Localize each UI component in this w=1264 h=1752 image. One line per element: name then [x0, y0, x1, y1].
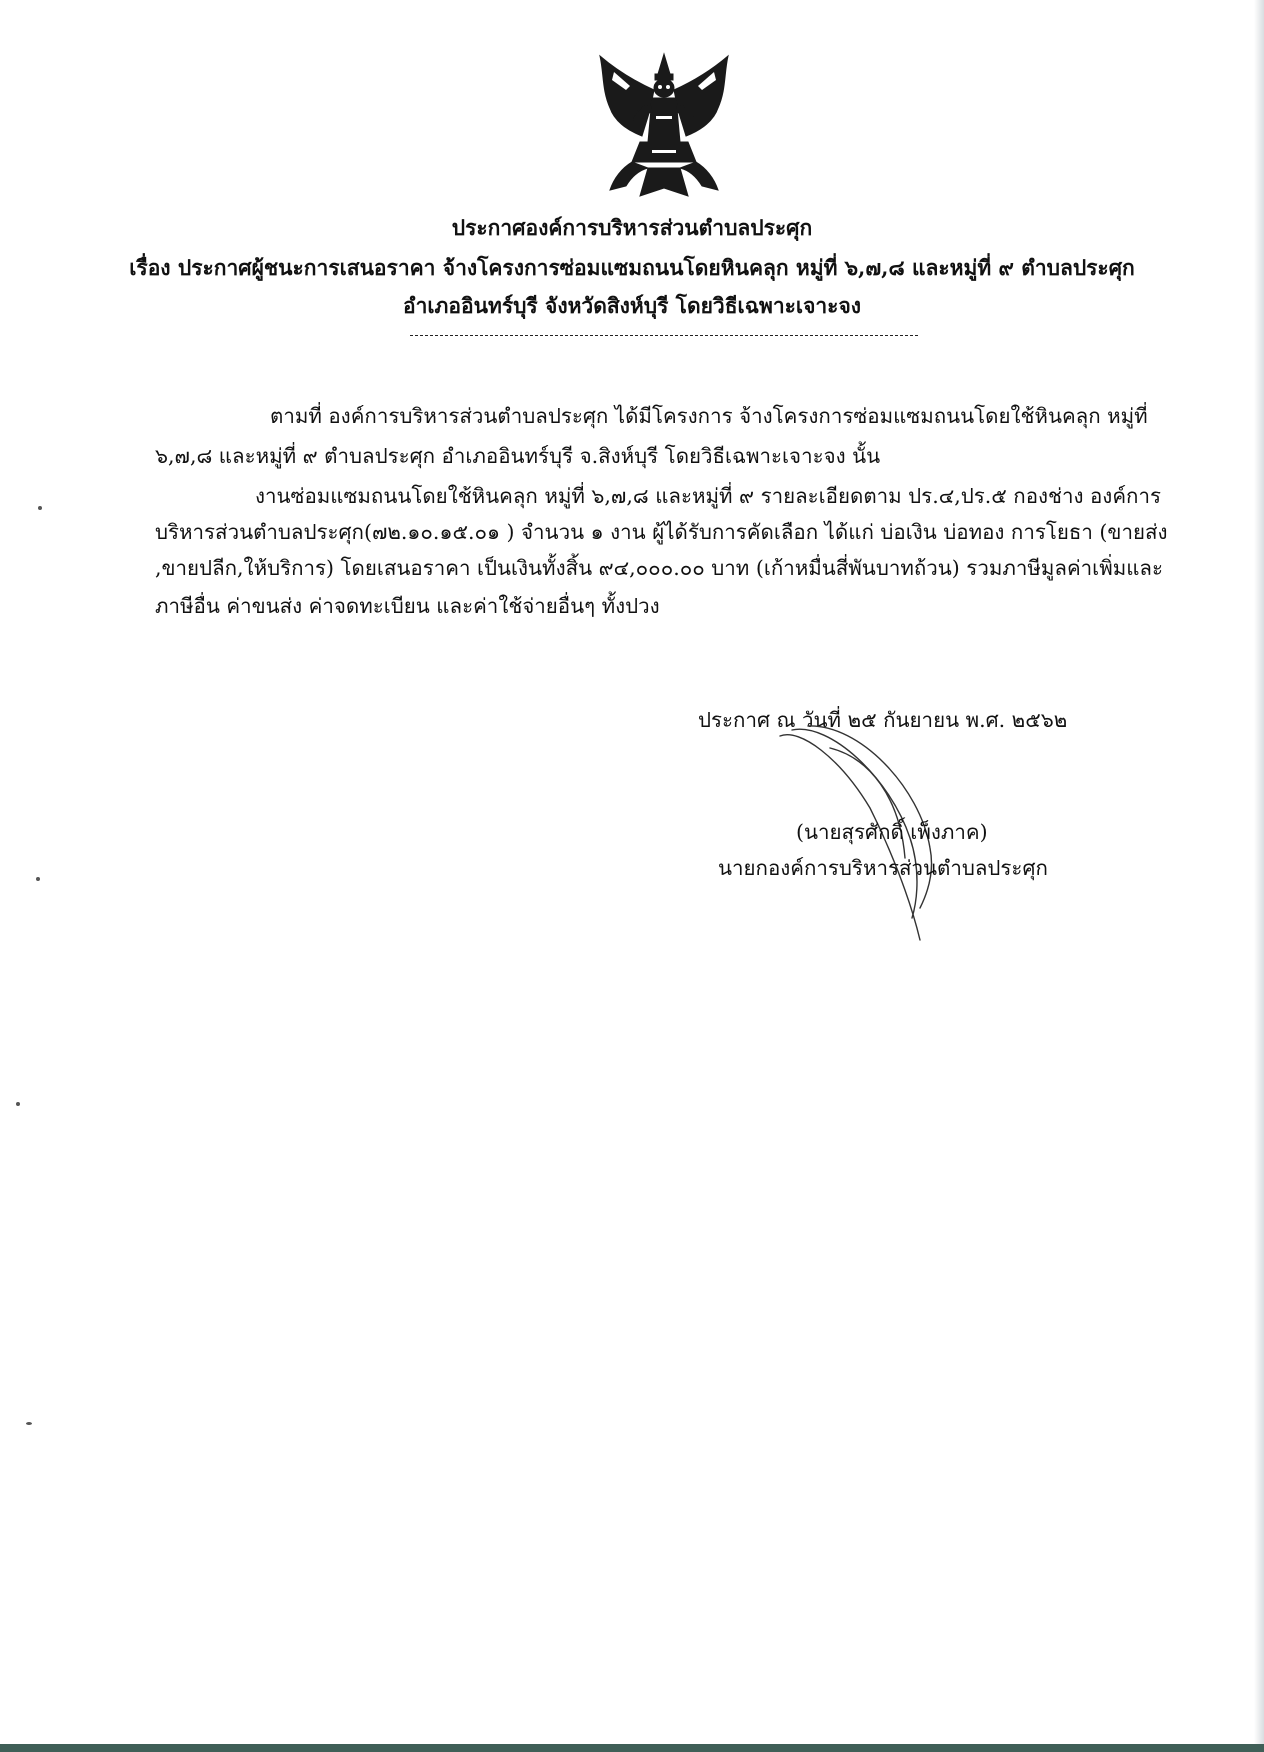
announcement-title: ประกาศองค์การบริหารส่วนตำบลประศุก [451, 215, 813, 240]
body-line: ตามที่ องค์การบริหารส่วนตำบลประศุก ได้มีโครงการ จ้างโครงการซ่อมแซมถนนโดยใช้หินคลุก หมู่ที่ [270, 404, 1148, 428]
announcement-subject-line-1: เรื่อง ประกาศผู้ชนะการเสนอราคา จ้างโครงการซ่อมแซมถนนโดยหินคลุก หมู่ที่ ๖,๗,๘ และหมู่ที่ ๙ ตำบลประศุก [129, 255, 1135, 280]
scan-speck [16, 1102, 20, 1106]
announcement-subject-line-2: อำเภออินทร์บุรี จังหวัดสิงห์บุรี โดยวิธีเฉพาะเจาะจง [402, 293, 862, 318]
body-line: ๖,๗,๘ และหมู่ที่ ๙ ตำบลประศุก อำเภออินทร์บุรี จ.สิงห์บุรี โดยวิธีเฉพาะเจาะจง นั้น [155, 444, 881, 468]
scan-bottom-edge [0, 1744, 1264, 1752]
heading-separator [410, 335, 918, 336]
scan-speck [36, 877, 40, 881]
announcement-date: ประกาศ ณ วันที่ ๒๕ กันยายน พ.ศ. ๒๕๖๒ [698, 708, 1068, 732]
scan-speck [38, 506, 42, 510]
body-line: งานซ่อมแซมถนนโดยใช้หินคลุก หมู่ที่ ๖,๗,๘ และหมู่ที่ ๙ รายละเอียดตาม ปร.๔,ปร.๕ กองช่าง องค์การ [255, 484, 1161, 508]
body-line: บริหารส่วนตำบลประศุก(๗๒.๑๐.๑๕.๐๑ ) จำนวน ๑ งาน ผู้ได้รับการคัดเลือก ได้แก่ บ่อเงิน บ่อทอง การโยธา (ขายส่ง [155, 520, 1168, 544]
signer-position: นายกองค์การบริหารส่วนตำบลประศุก [718, 856, 1048, 880]
scan-speck [26, 1422, 32, 1425]
body-line: ,ขายปลีก,ให้บริการ) โดยเสนอราคา เป็นเงินทั้งสิ้น ๙๔,๐๐๐.๐๐ บาท (เก้าหมื่นสี่พันบาทถ้วน) รวมภาษีมูลค่าเพิ่มและ [155, 556, 1164, 580]
body-line: ภาษีอื่น ค่าขนส่ง ค่าจดทะเบียน และค่าใช้จ่ายอื่นๆ ทั้งปวง [155, 594, 660, 618]
signer-name: (นายสุรศักดิ์ เพ็งภาค) [796, 820, 988, 844]
garuda-emblem-icon [592, 50, 736, 202]
